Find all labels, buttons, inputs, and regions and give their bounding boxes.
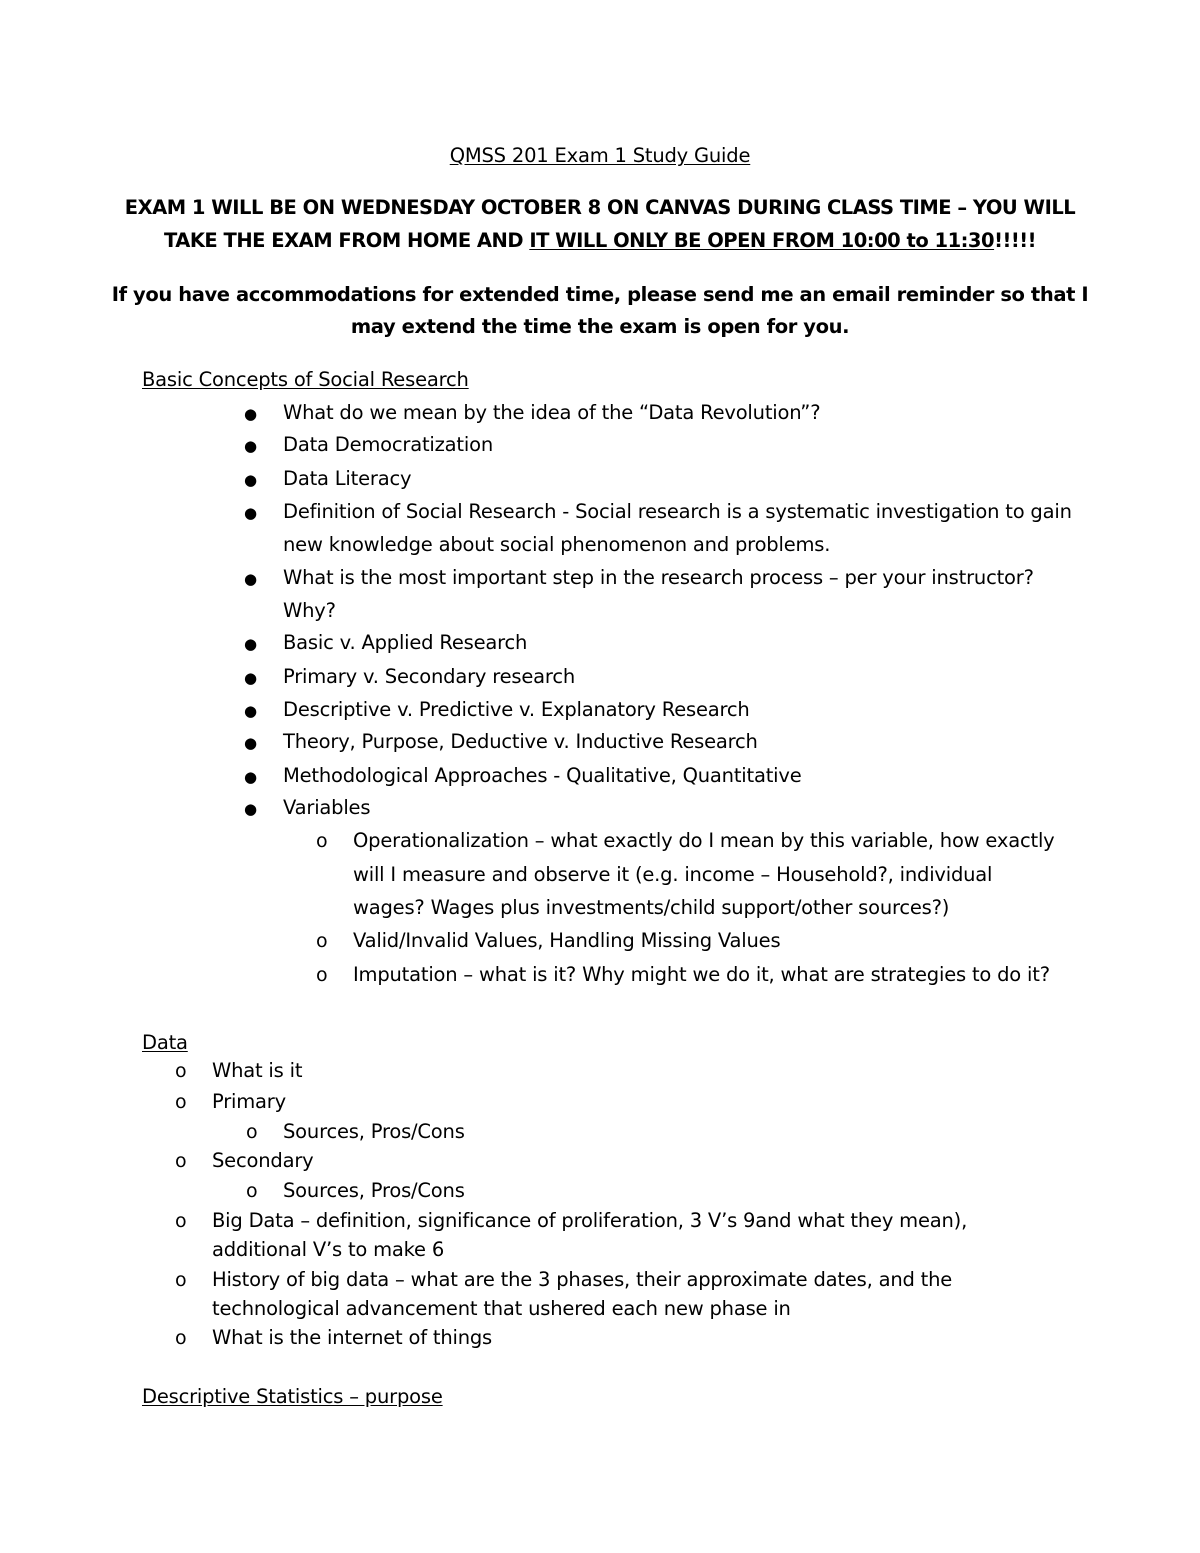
- accommodations-line-2: may extend the time the exam is open for you.: [350, 315, 850, 338]
- list-item: What is it: [212, 1059, 303, 1082]
- sub-list-item: Imputation – what is it? Why might we do it, what are strategies to do it?: [353, 963, 1050, 986]
- accommodations-line-1: If you have accommodations for extended time, please send me an email reminder so that I: [111, 283, 1089, 306]
- list-item: Descriptive v. Predictive v. Explanatory Research: [283, 698, 750, 721]
- exam-notice-time-window: IT WILL ONLY BE OPEN FROM 10:00 to 11:30: [529, 229, 995, 252]
- bullet-icon: ●: [244, 471, 258, 489]
- sub-bullet-icon: o: [316, 964, 328, 986]
- bullet-icon: ●: [244, 635, 258, 653]
- bullet-icon: ●: [244, 437, 258, 455]
- exam-notice-line-1: EXAM 1 WILL BE ON WEDNESDAY OCTOBER 8 ON CANVAS DURING CLASS TIME – YOU WILL: [124, 196, 1076, 219]
- bullet-icon: ●: [244, 800, 258, 818]
- exam-notice-prefix: TAKE THE EXAM FROM HOME AND: [163, 229, 530, 252]
- section-heading-data: Data: [142, 1031, 188, 1054]
- sub-bullet-icon: o: [246, 1180, 258, 1202]
- list-item: Theory, Purpose, Deductive v. Inductive Research: [283, 730, 758, 753]
- sub-bullet-icon: o: [175, 1091, 187, 1113]
- document-title: QMSS 201 Exam 1 Study Guide: [449, 144, 751, 167]
- bullet-icon: ●: [244, 405, 258, 423]
- sub-bullet-icon: o: [246, 1121, 258, 1143]
- list-item: What is the internet of things: [212, 1326, 493, 1349]
- list-item: Primary: [212, 1090, 286, 1113]
- list-item: Basic v. Applied Research: [283, 631, 528, 654]
- list-item: Secondary: [212, 1149, 314, 1172]
- list-item: Data Democratization: [283, 433, 493, 456]
- list-item: What is the most important step in the research process – per your instructor?: [283, 566, 1034, 589]
- list-item: Variables: [283, 796, 371, 819]
- section-heading-basic-concepts: Basic Concepts of Social Research: [142, 368, 469, 391]
- sub-bullet-icon: o: [175, 1327, 187, 1349]
- list-item-continuation: technological advancement that ushered each new phase in: [212, 1297, 791, 1320]
- list-item-continuation: Why?: [283, 599, 336, 622]
- sub-bullet-icon: o: [175, 1269, 187, 1291]
- list-item-continuation: additional V’s to make 6: [212, 1238, 445, 1261]
- list-item-continuation: new knowledge about social phenomenon and problems.: [283, 533, 831, 556]
- list-item: Definition of Social Research - Social research is a systematic investigation to gain: [283, 500, 1072, 523]
- bullet-icon: ●: [244, 669, 258, 687]
- list-item: History of big data – what are the 3 phases, their approximate dates, and the: [212, 1268, 953, 1291]
- sub-bullet-icon: o: [175, 1060, 187, 1082]
- exam-notice-line-2: [0, 229, 1200, 253]
- list-item: Big Data – definition, significance of proliferation, 3 V’s 9and what they mean),: [212, 1209, 968, 1232]
- sub-bullet-icon: o: [316, 930, 328, 952]
- list-item: Primary v. Secondary research: [283, 665, 576, 688]
- sub-list-item: Operationalization – what exactly do I mean by this variable, how exactly: [353, 829, 1055, 852]
- bullet-icon: ●: [244, 768, 258, 786]
- sub-list-item: Sources, Pros/Cons: [283, 1179, 465, 1202]
- list-item: What do we mean by the idea of the “Data Revolution”?: [283, 401, 821, 424]
- sub-list-item: Valid/Invalid Values, Handling Missing Values: [353, 929, 781, 952]
- bullet-icon: ●: [244, 702, 258, 720]
- sub-bullet-icon: o: [175, 1150, 187, 1172]
- bullet-icon: ●: [244, 570, 258, 588]
- sub-list-item: Sources, Pros/Cons: [283, 1120, 465, 1143]
- bullet-icon: ●: [244, 734, 258, 752]
- sub-bullet-icon: o: [316, 830, 328, 852]
- bullet-icon: ●: [244, 504, 258, 522]
- sub-list-item-continuation: wages? Wages plus investments/child support/other sources?): [353, 896, 950, 919]
- exam-notice-suffix: !!!!!: [994, 229, 1037, 252]
- sub-bullet-icon: o: [175, 1210, 187, 1232]
- sub-list-item-continuation: will I measure and observe it (e.g. income – Household?, individual: [353, 863, 993, 886]
- section-heading-descriptive-statistics: Descriptive Statistics – purpose: [142, 1385, 443, 1408]
- list-item: Data Literacy: [283, 467, 412, 490]
- list-item: Methodological Approaches - Qualitative, Quantitative: [283, 764, 802, 787]
